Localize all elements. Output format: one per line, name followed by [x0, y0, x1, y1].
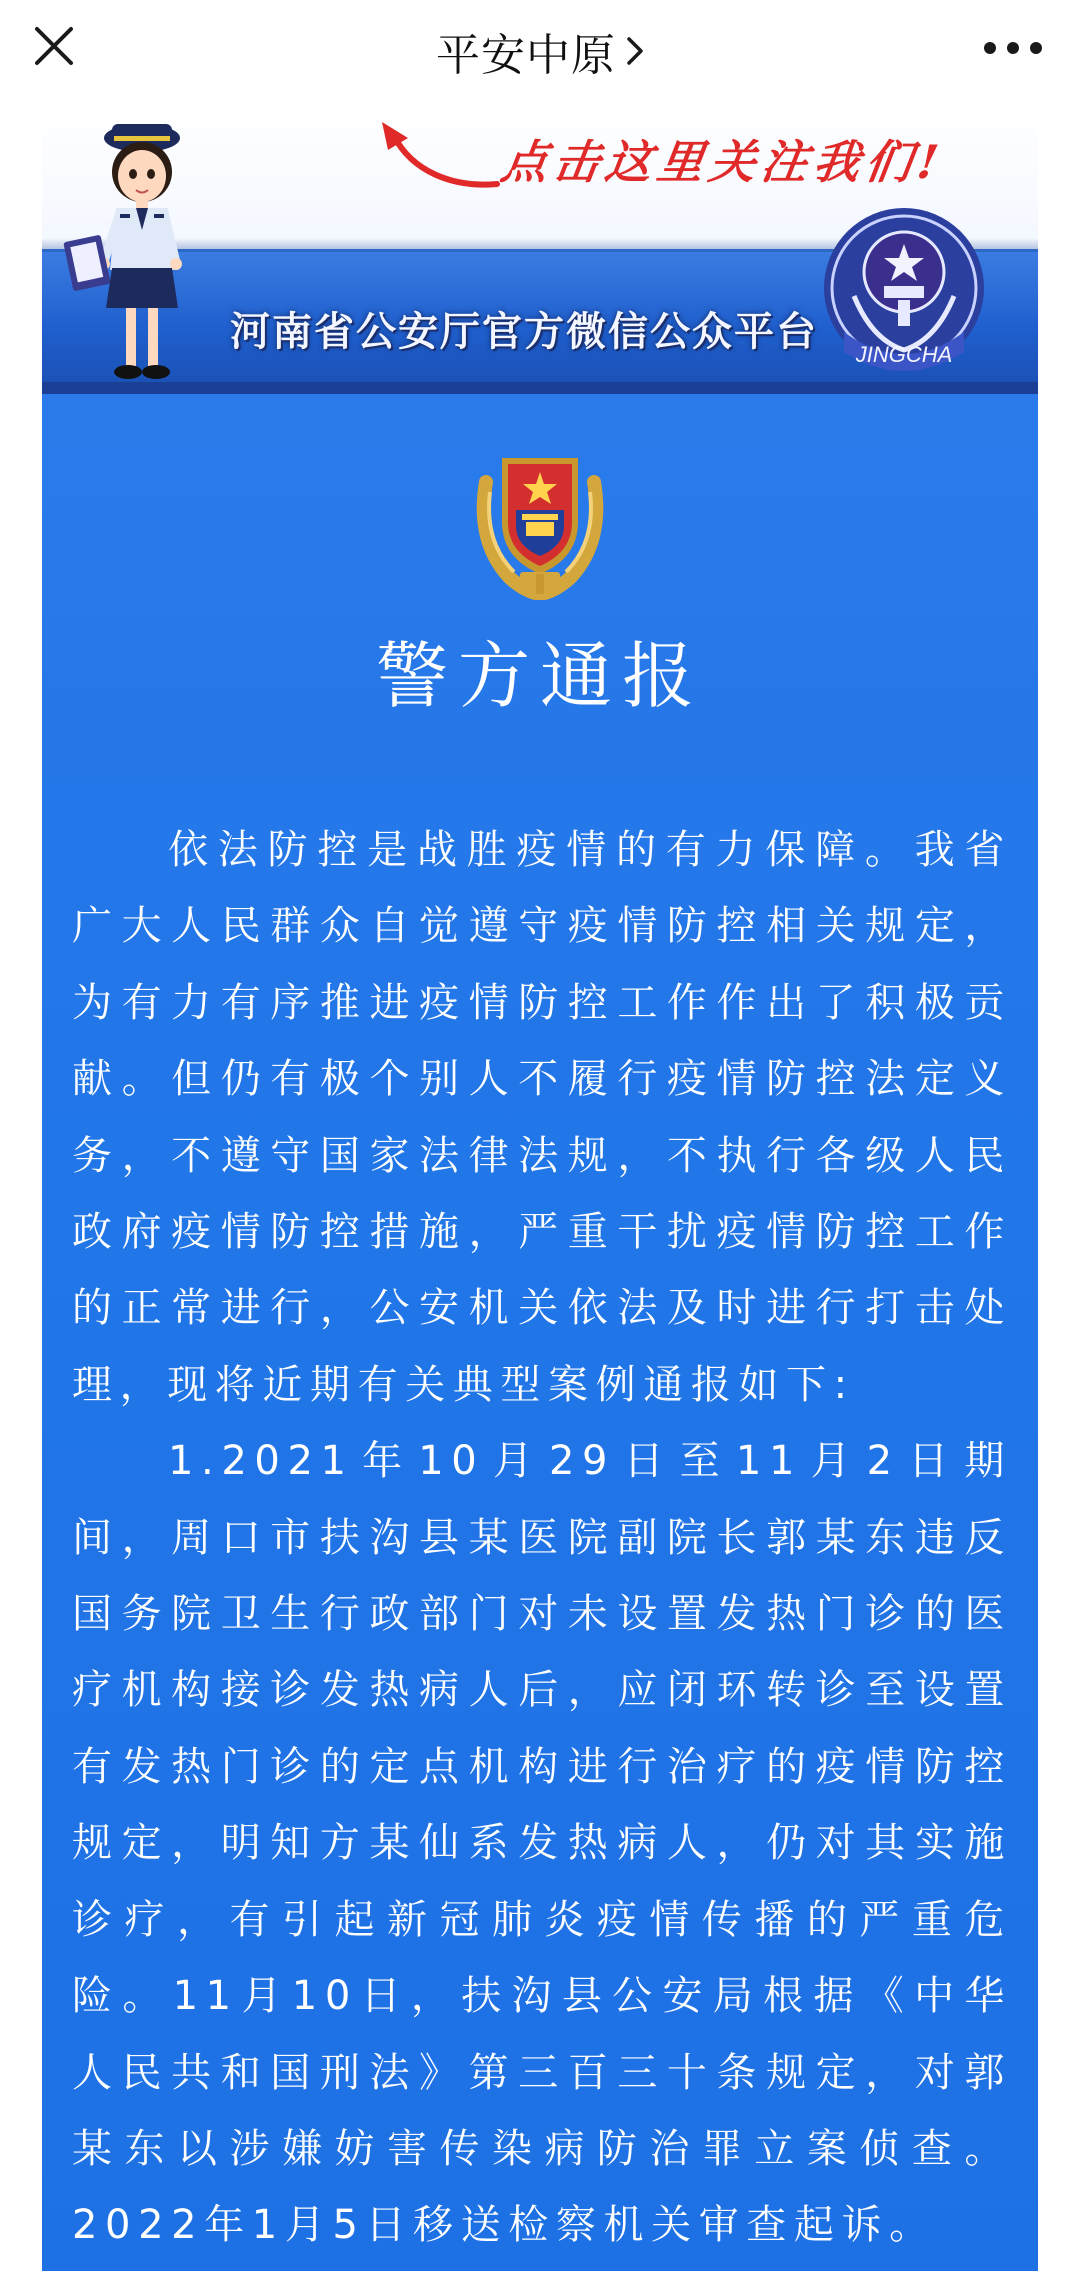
article-heading: 警方通报	[375, 634, 704, 718]
article-paragraph: 1.2021年10月29日至11月2日期间，周口市扶沟县某医院副院长郭某东违反国务院卫生行政部门对未设置发热门诊的医疗机构接诊发热病人后，应闭环转诊至设置有发热门诊的定点机构进行治疗的疫情防控规定，明知方某仙系发热病人，仍对其实施诊疗，有引起新冠肺炎疫情传播的严重危险。11月10日，扶沟县公安局根据《中华人民共和国刑法》第三百三十条规定，对郭某东以涉嫌妨害传染病防治罪立案侦查。2022年1月5日移送检察机关审查起诉。	[72, 1438, 1012, 2249]
account-title-link[interactable]	[300, 16, 780, 86]
account-title: 平安中原	[436, 30, 616, 81]
police-badge-icon	[814, 200, 994, 380]
chevron-right-icon	[626, 36, 644, 66]
follow-us-text: 点击这里关注我们!	[497, 135, 948, 189]
more-button[interactable]	[968, 18, 1058, 78]
badge-text: JINGCHA	[855, 342, 953, 367]
top-nav-bar	[0, 0, 1080, 104]
header-banner	[42, 104, 1038, 394]
article-body	[42, 394, 1038, 2271]
police-emblem-icon	[470, 442, 610, 600]
close-button[interactable]	[22, 14, 86, 78]
police-mascot-illustration	[60, 110, 210, 390]
article-text	[72, 812, 1012, 2264]
article-paragraph: 依法防控是战胜疫情的有力保障。我省广大人民群众自觉遵守疫情防控相关规定，为有力有序推进疫情防控工作作出了积极贡献。但仍有极个别人不履行疫情防控法定义务，不遵守国家法律法规，不执行各级人民政府疫情防控措施，严重干扰疫情防控工作的正常进行，公安机关依法及时进行打击处理，现将近期有关典型案例通报如下:	[72, 827, 1012, 1408]
more-dots-icon	[983, 41, 1043, 55]
close-icon	[33, 25, 75, 67]
curved-arrow-icon	[372, 116, 502, 196]
platform-title: 河南省公安厅官方微信公众平台	[230, 309, 818, 355]
